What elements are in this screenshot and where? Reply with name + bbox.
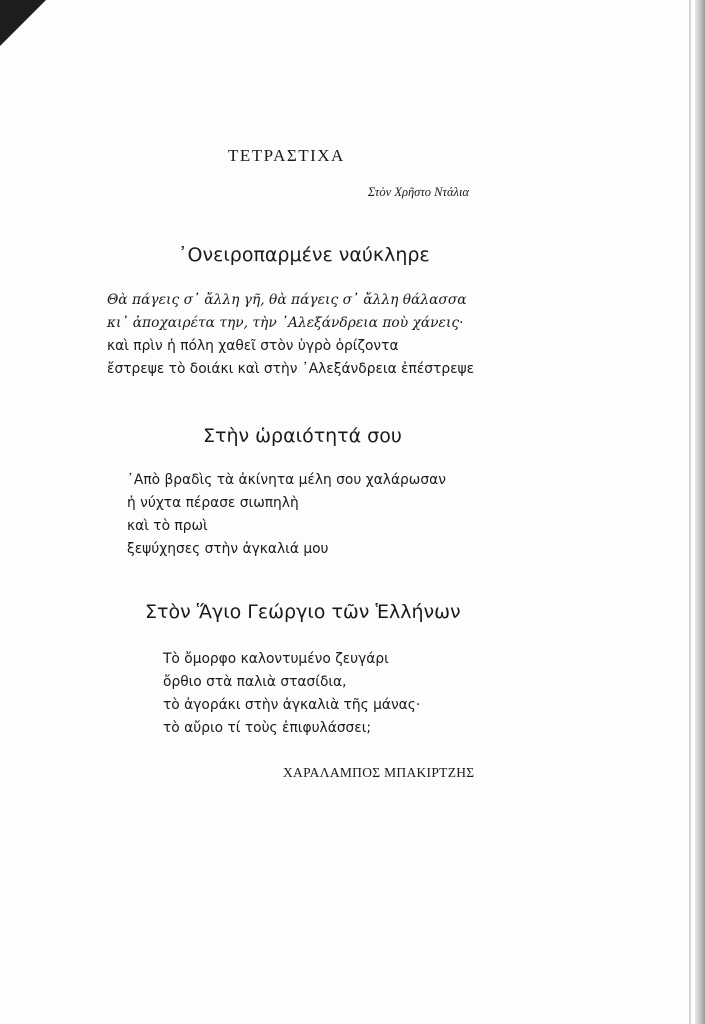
author-name: ΧΑΡΑΛΑΜΠΟΣ ΜΠΑΚΙΡΤΖΗΣ [283, 765, 475, 780]
page-heading: ΤΕΤΡΑΣΤΙΧΑ [228, 146, 345, 165]
poem-line: Τὸ ὄμορφο καλοντυμένο ζευγάρι [163, 651, 389, 667]
poem-stanza-1 [107, 289, 474, 381]
poem-line: τὸ αὔριο τί τοὺς ἐπιφυλάσσει; [163, 720, 372, 736]
poem-line: ξεψύχησες στὴν ἀγκαλιά μου [127, 541, 329, 557]
poem-line: Θὰ πάγεις σ᾽ ἄλλη γῆ, θὰ πάγεις σ᾽ ἄλλη θάλασσα [107, 292, 467, 308]
poem-line: τὸ ἀγοράκι στὴν ἀγκαλιὰ τῆς μάνας· [163, 697, 421, 713]
poem-line: καὶ πρὶν ἡ πόλη χαθεῖ στὸν ὑγρὸ ὁρίζοντα [107, 338, 399, 354]
poem-line: ὄρθιο στὰ παλιὰ στασίδια, [163, 674, 347, 690]
page-edge-shadow [695, 0, 705, 1024]
poem-stanza-2 [127, 469, 446, 561]
dedication: Στὸν Χρῆστο Ντάλια [367, 185, 469, 199]
poem-line: καὶ τὸ πρωὶ [127, 518, 208, 534]
poem-line: ἔστρεψε τὸ δοιάκι καὶ στὴν ᾽Αλεξάνδρεια ἐπέστρεψε [107, 361, 475, 377]
poem-title-2: Στὴν ὡραιότητά σου [203, 425, 402, 447]
scan-corner-shadow [0, 0, 46, 46]
poem-stanza-3 [163, 648, 420, 740]
page-edge-line [689, 0, 691, 1024]
poem-title-3: Στὸν Ἅγιο Γεώργιο τῶν Ἑλλήνων [145, 601, 461, 623]
poem-line: ᾽Απὸ βραδὶς τὰ ἀκίνητα μέλη σου χαλάρωσαν [127, 472, 446, 488]
poem-title-1: ᾽Ονειροπαρμένε ναύκληρε [178, 244, 430, 266]
poem-line: κι᾽ ἀποχαιρέτα την, τὴν ᾽Αλεξάνδρεια ποὺ χάνεις· [107, 315, 464, 331]
poem-line: ἡ νύχτα πέρασε σιωπηλὴ [127, 495, 299, 511]
